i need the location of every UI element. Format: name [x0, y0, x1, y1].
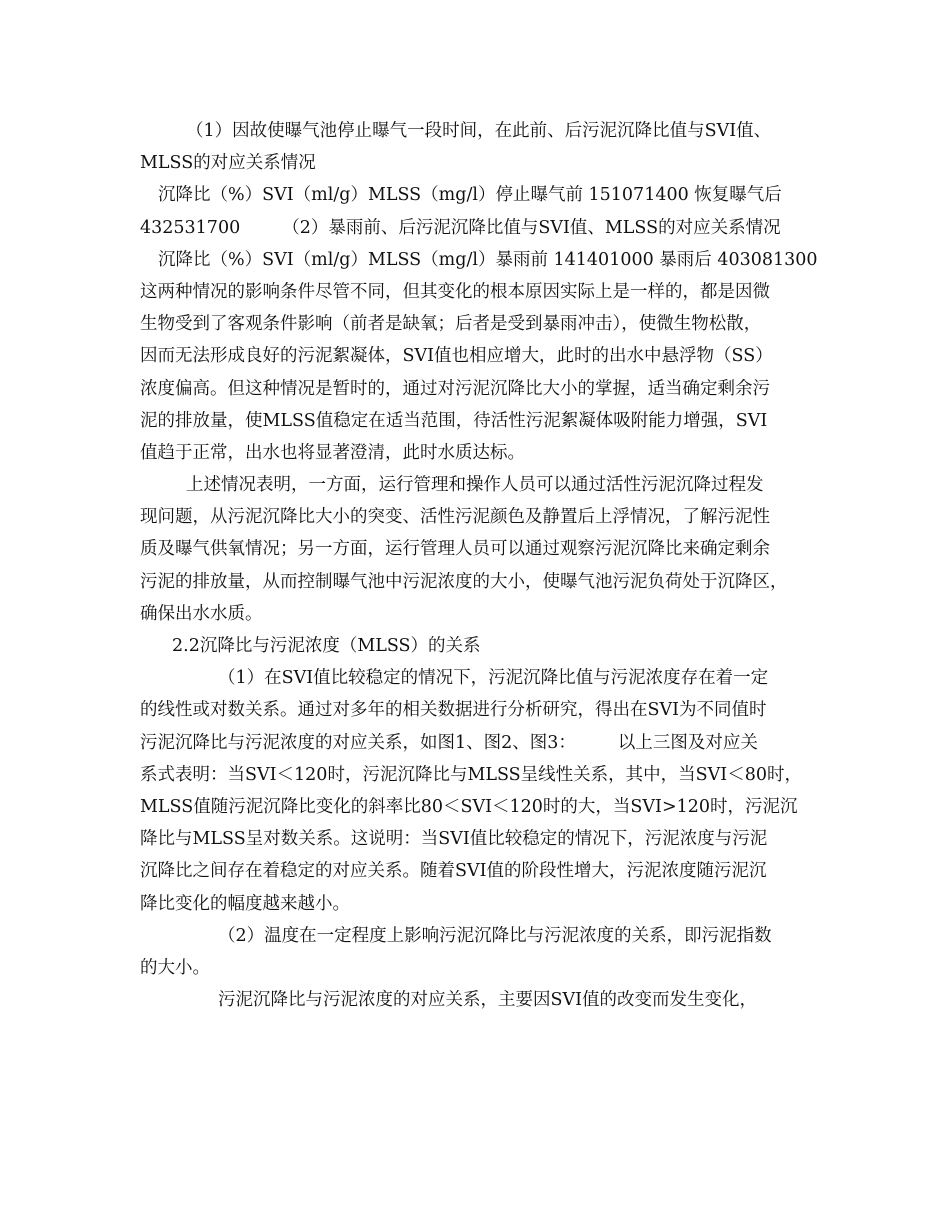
paragraph-line: 生物受到了客观条件影响（前者是缺氧；后者是受到暴雨冲击），使微生物松散， [140, 314, 762, 335]
document-body [140, 115, 820, 1016]
paragraph-line: 的大小。 [140, 957, 210, 978]
paragraph-line: 的线性或对数关系。通过对多年的相关数据进行分析研究，得出在SVI为不同值时 [140, 700, 767, 721]
paragraph-line: 这两种情况的影响条件尽管不同，但其变化的根本原因实际上是一样的，都是因微 [140, 281, 770, 302]
section-heading: 2.2沉降比与污泥浓度（MLSS）的关系 [172, 636, 481, 656]
paragraph-text: 以上三图及对应关 [617, 732, 758, 753]
paragraph-line: 因而无法形成良好的污泥絮凝体，SVI值也相应增大，此时的出水中悬浮物（SS） [140, 346, 773, 367]
paragraph-line: 降比变化的幅度越来越小。 [140, 893, 350, 914]
table-data-line: 沉降比（%）SVI（ml/g）MLSS（mg/l）暴雨前 141401000 暴雨后 403081300 [158, 249, 818, 270]
paragraph-line [140, 727, 820, 759]
table-data-line: 沉降比（%）SVI（ml/g）MLSS（mg/l）停止曝气前 151071400 恢复曝气后 [158, 185, 782, 206]
paragraph-line: 沉降比之间存在着稳定的对应关系。随着SVI值的阶段性增大，污泥浓度随污泥沉 [140, 861, 767, 882]
paragraph-line: 泥的排放量，使MLSS值稳定在适当范围，待活性污泥絮凝体吸附能力增强，SVI [140, 410, 768, 431]
paragraph-line: 污泥的排放量，从而控制曝气池中污泥浓度的大小，使曝气池污泥负荷处于沉降区， [140, 571, 788, 592]
figure-reference-text: 污泥沉降比与污泥浓度的对应关系，如图1、图2、图3： [140, 732, 576, 753]
paragraph-line: （2）温度在一定程度上影响污泥沉降比与污泥浓度的关系，即污泥指数 [218, 925, 772, 946]
paragraph-line: 上述情况表明，一方面，运行管理和操作人员可以通过活性污泥沉降过程发 [186, 475, 764, 496]
paragraph-line: 系式表明：当SVI＜120时，污泥沉降比与MLSS呈线性关系，其中，当SVI＜80时， [140, 764, 802, 785]
paragraph-line: MLSS的对应关系情况 [140, 153, 316, 174]
paragraph-line: （1）在SVI值比较稳定的情况下，污泥沉降比值与污泥浓度存在着一定 [218, 668, 769, 689]
paragraph-line: 质及曝气供氧情况；另一方面，运行管理人员可以通过观察污泥沉降比来确定剩余 [140, 539, 770, 560]
paragraph-line: 降比与MLSS呈对数关系。这说明：当SVI值比较稳定的情况下，污泥浓度与污泥 [140, 829, 768, 850]
paragraph-line: 浓度偏高。但这种情况是暂时的，通过对污泥沉降比大小的掌握，适当确定剩余污 [140, 378, 770, 399]
paragraph-line: MLSS值随污泥沉降比变化的斜率比80＜SVI＜120时的大，当SVI>120时，污泥沉 [140, 796, 798, 817]
paragraph-line: 现问题，从污泥沉降比大小的突变、活性污泥颜色及静置后上浮情况，了解污泥性 [140, 507, 770, 528]
table-data-line [140, 212, 820, 244]
paragraph-line: 值趋于正常，出水也将显著澄清，此时水质达标。 [140, 442, 525, 463]
table-data-value: 432531700 [140, 217, 241, 238]
paragraph-line: 确保出水水质。 [140, 603, 263, 624]
paragraph-line: （2）暴雨前、后污泥沉降比值与SVI值、MLSS的对应关系情况 [282, 217, 781, 238]
paragraph-line: 污泥沉降比与污泥浓度的对应关系，主要因SVI值的改变而发生变化， [218, 990, 758, 1011]
paragraph-line: （1）因故使曝气池停止曝气一段时间，在此前、后污泥沉降比值与SVI值、 [186, 121, 772, 141]
